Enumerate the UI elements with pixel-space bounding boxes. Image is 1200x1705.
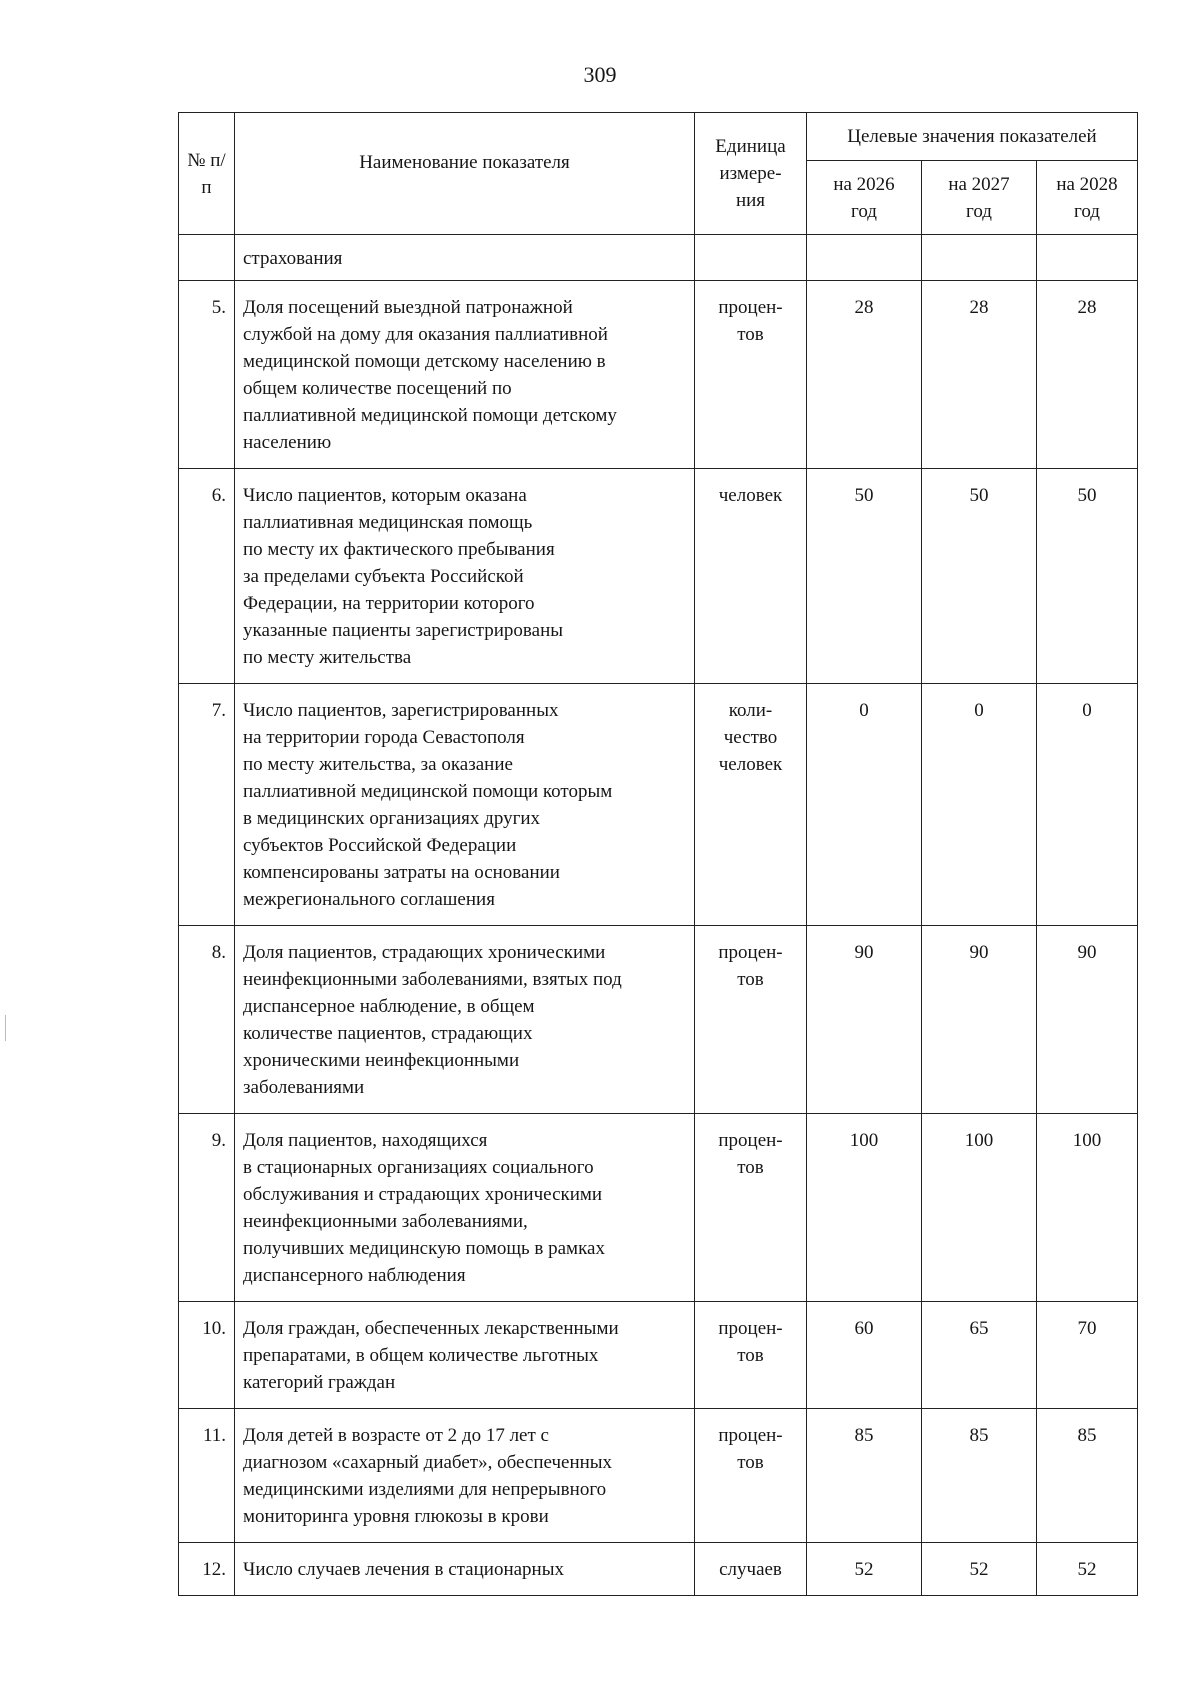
row-number-cell (179, 469, 235, 684)
indicator-name-line: медицинской помощи детскому населению в (243, 351, 606, 372)
unit-line: тов (737, 969, 764, 990)
indicator-name-cell (235, 926, 695, 1114)
unit-line: человек (718, 485, 783, 506)
target-value-cell (807, 1543, 922, 1596)
header-year-label: на 2028 год (1056, 173, 1118, 222)
table-cell (179, 235, 235, 281)
target-value-cell (922, 1302, 1037, 1409)
target-value-cell (1037, 684, 1138, 926)
header-year-label: на 2026 год (833, 173, 895, 222)
target-value: 52 (854, 1559, 874, 1580)
table-row (179, 926, 1138, 1114)
indicator-name-line: диагнозом «сахарный диабет», обеспеченных (243, 1452, 613, 1473)
indicator-name-line: межрегионального соглашения (243, 889, 495, 910)
target-value-cell (922, 469, 1037, 684)
header-name (235, 113, 695, 235)
indicator-name-line: Доля граждан, обеспеченных лекарственными (243, 1318, 619, 1339)
indicator-name-line: на территории города Севастополя (243, 727, 525, 748)
target-value: 0 (859, 700, 869, 721)
indicator-name-cell (235, 281, 695, 469)
target-value-cell (1037, 926, 1138, 1114)
target-value-cell (807, 1409, 922, 1543)
indicator-name-cell (235, 684, 695, 926)
indicator-name-line: указанные пациенты зарегистрированы (243, 620, 564, 641)
target-value-cell (1037, 469, 1138, 684)
target-value: 100 (849, 1130, 879, 1151)
row-number-cell (179, 684, 235, 926)
indicator-name-line: службой на дому для оказания паллиативной (243, 324, 608, 345)
unit-line: процен- (718, 942, 783, 963)
target-value-cell (922, 1543, 1037, 1596)
target-value-cell (807, 281, 922, 469)
target-value-cell (922, 684, 1037, 926)
target-value: 28 (854, 297, 874, 318)
target-value: 28 (969, 297, 989, 318)
page-number: 309 (583, 62, 617, 87)
continuation-row (179, 235, 1138, 281)
unit-cell (695, 1409, 807, 1543)
table-row (179, 1543, 1138, 1596)
target-value: 100 (964, 1130, 994, 1151)
indicator-name-line: по месту их фактического пребывания (243, 539, 555, 560)
unit-line: процен- (718, 1318, 783, 1339)
unit-cell (695, 926, 807, 1114)
target-value: 70 (1077, 1318, 1097, 1339)
indicator-name-line: получивших медицинскую помощь в рамках (243, 1238, 605, 1259)
indicator-name-line: по месту жительства (243, 647, 412, 668)
unit-cell (695, 1302, 807, 1409)
header-num (179, 113, 235, 235)
unit-line: чество (723, 727, 778, 748)
indicator-name-line: Доля детей в возрасте от 2 до 17 лет с (243, 1425, 549, 1446)
target-value-cell (1037, 1409, 1138, 1543)
unit-line: коли- (728, 700, 773, 721)
target-value: 90 (1077, 942, 1097, 963)
unit-line: случаев (719, 1559, 782, 1580)
target-value: 90 (969, 942, 989, 963)
header-num-label: № п/п (187, 149, 226, 198)
header-year-2027 (922, 161, 1037, 235)
target-value-cell (807, 684, 922, 926)
indicator-name-line: Число пациентов, которым оказана (243, 485, 527, 506)
indicator-name-line: медицинскими изделиями для непрерывного (243, 1479, 607, 1500)
indicator-name-line: количестве пациентов, страдающих (243, 1023, 533, 1044)
unit-line: тов (737, 1157, 764, 1178)
row-number-cell (179, 1543, 235, 1596)
row-number: 9. (211, 1130, 226, 1151)
row-number-cell (179, 1114, 235, 1302)
target-value-cell (807, 1114, 922, 1302)
row-number: 10. (202, 1318, 226, 1339)
unit-line: тов (737, 1452, 764, 1473)
indicator-name-line: диспансерное наблюдение, в общем (243, 996, 535, 1017)
indicator-name-line: хроническими неинфекционными (243, 1050, 520, 1071)
header-unit-label: Единица измере-ния (715, 136, 786, 211)
target-value: 50 (969, 485, 989, 506)
header-year-label: на 2027 год (948, 173, 1010, 222)
row-number: 11. (202, 1425, 226, 1446)
target-value: 0 (974, 700, 984, 721)
header-targets-label: Целевые значения показателей (847, 126, 1097, 147)
indicator-name-line: населению (243, 432, 332, 453)
indicator-name-line: Число пациентов, зарегистрированных (243, 700, 559, 721)
indicator-name-line: за пределами субъекта Российской (243, 566, 524, 587)
indicators-table (178, 112, 1138, 1596)
unit-cell (695, 469, 807, 684)
unit-line: тов (737, 324, 764, 345)
row-number: 12. (202, 1559, 226, 1580)
indicator-name-cell (235, 1302, 695, 1409)
indicator-name-line: неинфекционными заболеваниями, (243, 1211, 528, 1232)
row-number: 5. (211, 297, 226, 318)
target-value: 65 (969, 1318, 989, 1339)
target-value-cell (1037, 1114, 1138, 1302)
indicator-name-line: диспансерного наблюдения (243, 1265, 466, 1286)
row-number: 8. (211, 942, 226, 963)
target-value: 85 (854, 1425, 874, 1446)
target-value-cell (922, 1409, 1037, 1543)
indicator-name-cell (235, 1409, 695, 1543)
target-value-cell (807, 469, 922, 684)
target-value-cell (1037, 281, 1138, 469)
table-row (179, 469, 1138, 684)
indicator-name-line: препаратами, в общем количестве льготных (243, 1345, 599, 1366)
indicator-name-line: субъектов Российской Федерации (243, 835, 517, 856)
target-value-cell (1037, 1543, 1138, 1596)
target-value: 50 (854, 485, 874, 506)
header-name-label: Наименование показателя (359, 152, 570, 173)
target-value: 28 (1077, 297, 1097, 318)
unit-cell (695, 1114, 807, 1302)
indicator-name-line: по месту жительства, за оказание (243, 754, 513, 775)
indicator-name-line: общем количестве посещений по (243, 378, 512, 399)
row-number: 6. (211, 485, 226, 506)
header-row (179, 113, 1138, 161)
target-value: 85 (969, 1425, 989, 1446)
table-row (179, 281, 1138, 469)
indicator-name-line: обслуживания и страдающих хроническими (243, 1184, 603, 1205)
target-value: 90 (854, 942, 874, 963)
indicator-name-line: паллиативная медицинская помощь (243, 512, 533, 533)
target-value-cell (922, 926, 1037, 1114)
target-value: 52 (969, 1559, 989, 1580)
row-number-cell (179, 281, 235, 469)
continuation-text: страхования (243, 248, 343, 269)
indicator-name-cell (235, 1543, 695, 1596)
target-value-cell (807, 1302, 922, 1409)
unit-cell (695, 684, 807, 926)
table-row (179, 1302, 1138, 1409)
table-row (179, 1409, 1138, 1543)
target-value-cell (1037, 1302, 1138, 1409)
indicator-name-line: категорий граждан (243, 1372, 396, 1393)
table-row (179, 684, 1138, 926)
table-cell (1037, 235, 1138, 281)
row-number: 7. (211, 700, 226, 721)
row-number-cell (179, 1409, 235, 1543)
unit-cell (695, 1543, 807, 1596)
indicator-name-line: паллиативной медицинской помощи детскому (243, 405, 617, 426)
unit-line: процен- (718, 1130, 783, 1151)
indicator-name-line: компенсированы затраты на основании (243, 862, 560, 883)
indicator-name-line: неинфекционными заболеваниями, взятых под (243, 969, 622, 990)
indicator-name-line: Доля пациентов, страдающих хроническими (243, 942, 606, 963)
unit-line: процен- (718, 1425, 783, 1446)
scan-margin-mark (5, 1015, 6, 1041)
indicator-name-cell (235, 1114, 695, 1302)
unit-cell (695, 281, 807, 469)
indicator-name-line: мониторинга уровня глюкозы в крови (243, 1506, 549, 1527)
indicator-name-line: Доля посещений выездной патронажной (243, 297, 573, 318)
target-value: 0 (1082, 700, 1092, 721)
table-cell (695, 235, 807, 281)
target-value: 52 (1077, 1559, 1097, 1580)
indicator-name-line: Федерации, на территории которого (243, 593, 535, 614)
indicator-name-line: в стационарных организациях социального (243, 1157, 594, 1178)
indicator-name-line: Число случаев лечения в стационарных (243, 1559, 564, 1580)
row-number-cell (179, 1302, 235, 1409)
indicator-name-line: заболеваниями (243, 1077, 365, 1098)
target-value: 100 (1072, 1130, 1102, 1151)
unit-line: человек (718, 754, 783, 775)
target-value-cell (922, 1114, 1037, 1302)
header-year-2026 (807, 161, 922, 235)
unit-line: процен- (718, 297, 783, 318)
indicator-name-cell (235, 469, 695, 684)
table-row (179, 1114, 1138, 1302)
target-value: 60 (854, 1318, 874, 1339)
target-value: 85 (1077, 1425, 1097, 1446)
header-unit (695, 113, 807, 235)
indicator-name-line: в медицинских организациях других (243, 808, 541, 829)
table-cell (922, 235, 1037, 281)
indicator-name-line: паллиативной медицинской помощи которым (243, 781, 613, 802)
header-targets (807, 113, 1138, 161)
table-cell (235, 235, 695, 281)
target-value-cell (922, 281, 1037, 469)
row-number-cell (179, 926, 235, 1114)
unit-line: тов (737, 1345, 764, 1366)
target-value-cell (807, 926, 922, 1114)
target-value: 50 (1077, 485, 1097, 506)
table-cell (807, 235, 922, 281)
header-year-2028 (1037, 161, 1138, 235)
indicator-name-line: Доля пациентов, находящихся (243, 1130, 488, 1151)
